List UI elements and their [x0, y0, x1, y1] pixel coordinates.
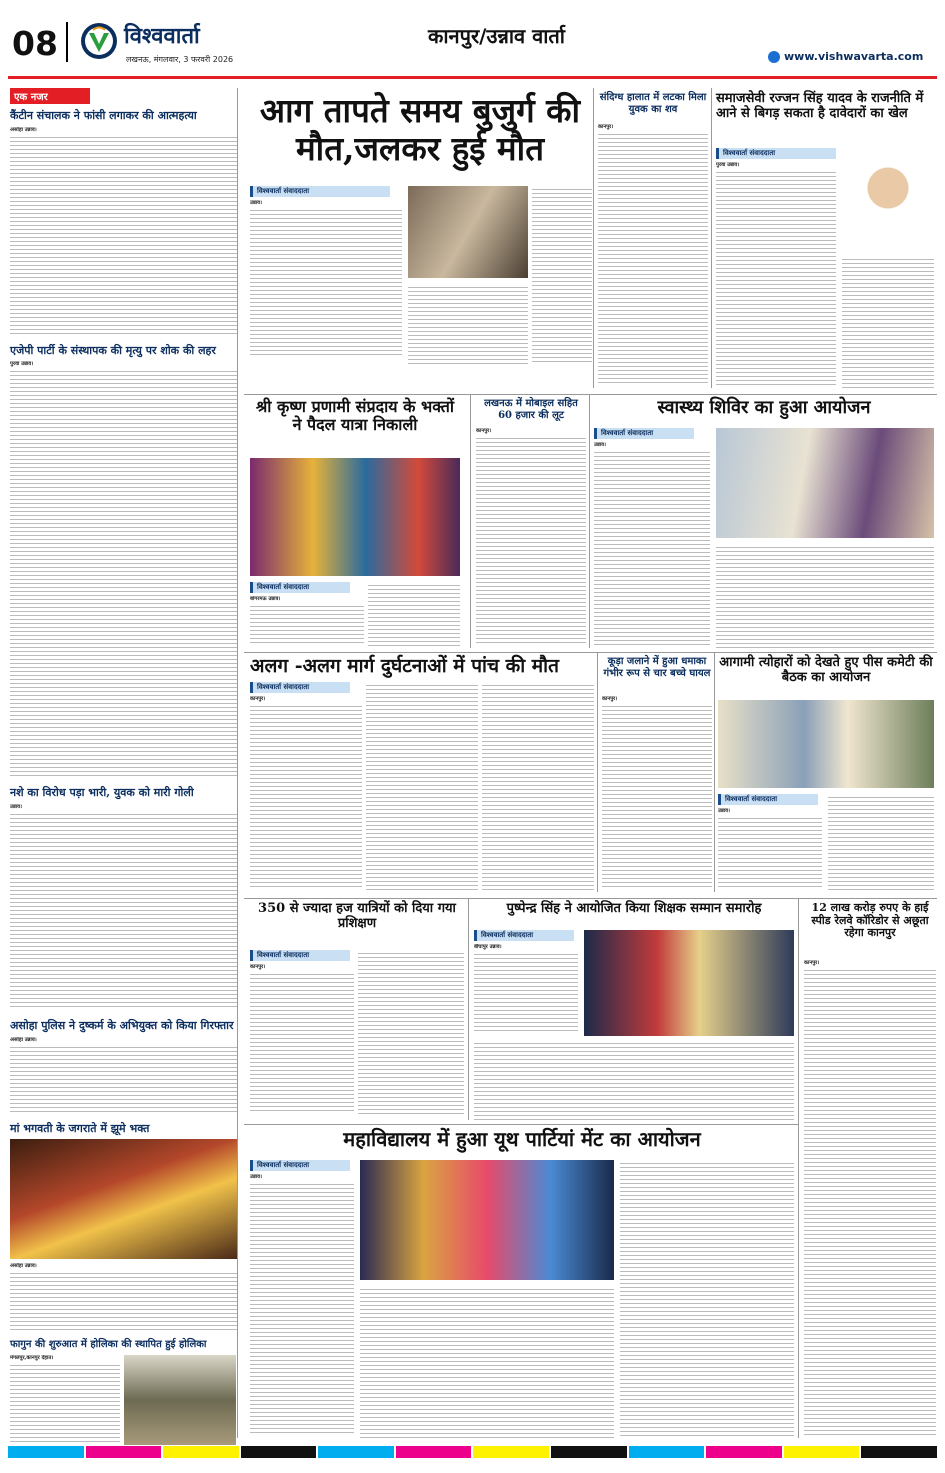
- sidebar-headline-5: मां भगवती के जगराते में झूमे भक्त: [10, 1121, 150, 1135]
- accidents-body-2: [366, 682, 478, 892]
- health-byline: विश्ववार्ता संवाददाता: [594, 428, 694, 439]
- garbage-body: कानपुर।: [602, 696, 712, 892]
- accidents-byline: विश्ववार्ता संवाददाता: [250, 682, 350, 693]
- accidents-headline: अलग -अलग मार्ग दुर्घटनाओं में पांच की मौत: [250, 655, 559, 677]
- rajjan-headline: समाजसेवी रज्जन सिंह यादव के राजनीति में आने से बिगड़ सकता है दावेदारों का खेल: [716, 91, 924, 121]
- health-body-2: [716, 544, 934, 648]
- sidebar-body-6: मंगलपुर,कानपुर देहात।: [10, 1355, 120, 1445]
- sidebar-body-1: असोहा उन्नाव।: [10, 127, 237, 339]
- sidebar-headline-4: असोहा पुलिस ने दुष्कर्म के अभियुक्त को किया गिरफ्तार: [10, 1018, 234, 1032]
- krishna-body-2: [368, 582, 460, 646]
- youth-parliament-body-2: [360, 1286, 614, 1438]
- krishna-photo: [250, 458, 460, 576]
- brand-name: विश्ववार्ता: [124, 23, 200, 49]
- peace-body-2: [828, 794, 934, 892]
- hajj-headline: 350 से ज्यादा हज यात्रियों को दिया गया प्रशिक्षण: [258, 901, 456, 931]
- sidebar-body-5: असोहा उन्नाव।: [10, 1263, 237, 1333]
- hajj-body: कानपुर।: [250, 964, 354, 1114]
- fire-byline: विश्ववार्ता संवाददाता: [250, 186, 390, 197]
- health-photo: [716, 428, 934, 538]
- hajj-byline: विश्ववार्ता संवाददाता: [250, 950, 350, 961]
- sidebar-headline-3: नशे का विरोध पड़ा भारी, युवक को मारी गोली: [10, 786, 194, 800]
- health-headline: स्वास्थ्य शिविर का हुआ आयोजन: [657, 397, 871, 418]
- rajjan-body: पुरवा उन्नाव।: [716, 162, 836, 388]
- accidents-body-3: [482, 682, 594, 892]
- fire-body-3: [532, 186, 592, 364]
- page-number: 08: [12, 24, 58, 63]
- teacher-headline: पुष्पेन्द्र सिंह ने आयोजित किया शिक्षक सम्मान समारोह: [506, 901, 762, 916]
- corridor-headline: 12 लाख करोड़ रुपए के हाई स्पीड रेलवे कॉरिडोर से अछूता रहेगा कानपुर: [811, 901, 929, 940]
- youth-parliament-byline: विश्ववार्ता संवाददाता: [250, 1160, 350, 1171]
- sidebar-label: एक नजर: [10, 88, 90, 104]
- fire-body: उन्नाव।: [250, 200, 402, 360]
- youth-parliament-body: उन्नाव।: [250, 1174, 354, 1438]
- youth-parliament-photo: [360, 1160, 614, 1280]
- sidebar-body-2: पुरवा उन्नाव।: [10, 361, 237, 781]
- sidebar-body-4: असोहा उन्नाव।: [10, 1037, 237, 1117]
- sidebar: [10, 88, 238, 1438]
- jagrata-photo: [10, 1139, 237, 1259]
- teacher-byline: विश्ववार्ता संवाददाता: [474, 930, 574, 941]
- peace-photo: [718, 700, 934, 788]
- health-body: उन्नाव।: [594, 442, 710, 648]
- sidebar-headline-2: एजेपी पार्टी के संस्थापक की मृत्यु पर शोक की लहर: [10, 343, 216, 357]
- youth-body-headline: संदिग्ध हालात में लटका मिला युवक का शव: [599, 92, 707, 115]
- section-title: कानपुर/उन्नाव वार्ता: [428, 24, 565, 48]
- krishna-byline: विश्ववार्ता संवाददाता: [250, 582, 350, 593]
- krishna-headline: श्री कृष्ण प्रणामी संप्रदाय के भक्तों ने पैदल यात्रा निकाली: [255, 397, 455, 435]
- web-icon: [768, 51, 780, 63]
- masthead: [8, 14, 937, 76]
- rajjan-byline: विश्ववार्ता संवाददाता: [716, 148, 836, 159]
- hajj-body-2: [358, 950, 464, 1114]
- peace-byline: विश्ववार्ता संवाददाता: [718, 794, 818, 805]
- peace-body: उन्नाव।: [718, 808, 822, 892]
- corridor-body: कानपुर।: [804, 960, 936, 1438]
- print-color-bar: [8, 1446, 937, 1458]
- website-link[interactable]: www.vishwavarta.com: [784, 50, 924, 63]
- youth-body-text: कानपुर।: [598, 124, 708, 388]
- sidebar-body-3: उन्नाव।: [10, 804, 237, 1014]
- dateline: लखनऊ, मंगलवार, 3 फरवरी 2026: [126, 55, 234, 64]
- rajjan-body-2: [842, 256, 934, 388]
- peace-headline: आगामी त्योहारों को देखते हुए पीस कमेटी की बैठक का आयोजन: [719, 655, 933, 685]
- fire-photo: [408, 186, 528, 278]
- loot-headline: लखनऊ में मोबाइल सहित 60 हजार की लूट: [484, 398, 578, 421]
- rajjan-photo: [842, 150, 934, 250]
- garbage-headline: कूड़ा जलाने में हुआ धमाका गंभीर रूप से चार बच्चे घायल: [603, 656, 711, 679]
- fire-body-2: [408, 284, 528, 364]
- teacher-photo: [584, 930, 794, 1036]
- fire-headline: आग तापते समय बुजुर्ग की मौत,जलकर हुई मौत: [259, 91, 581, 168]
- sidebar-headline-6: फागुन की शुरुआत में होलिका की स्थापित हुई होलिका: [10, 1339, 207, 1351]
- krishna-body: बांगरमऊ उन्नाव।: [250, 596, 364, 646]
- accidents-body: कानपुर।: [250, 696, 362, 892]
- loot-body: कानपुर।: [476, 428, 586, 648]
- holika-photo: [124, 1355, 236, 1445]
- youth-parliament-body-3: [620, 1160, 794, 1438]
- teacher-body-2: [474, 1040, 794, 1120]
- sidebar-headline-1: कैंटीन संचालक ने फांसी लगाकर की आत्महत्या: [10, 109, 197, 122]
- brand-logo-icon: [80, 22, 118, 60]
- teacher-body: बीघापुर उन्नाव।: [474, 944, 578, 1034]
- youth-parliament-headline: महाविद्यालय में हुआ यूथ पार्टियां मेंट का आयोजन: [343, 1127, 701, 1151]
